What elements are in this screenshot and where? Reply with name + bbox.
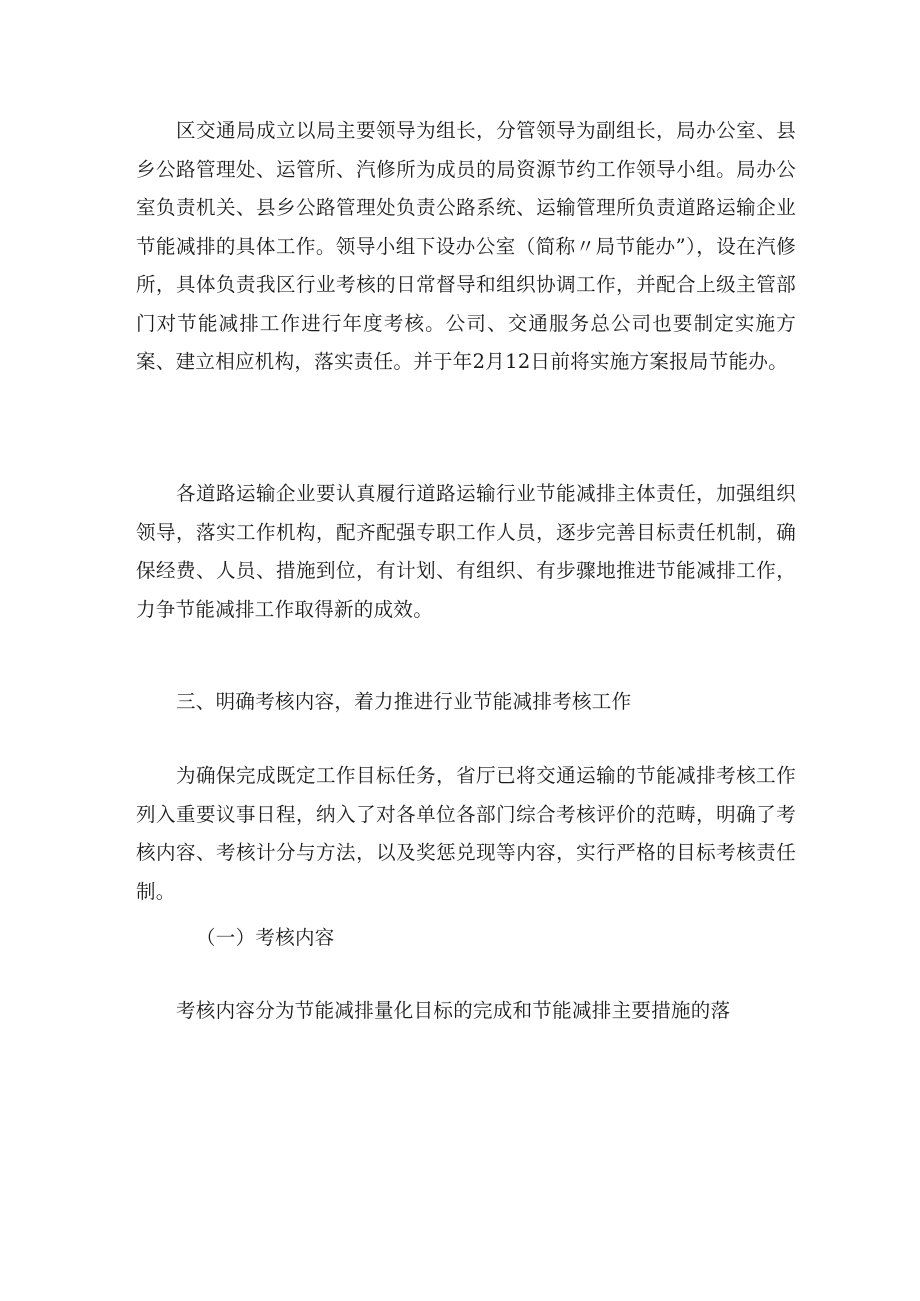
paragraph-assessment-goals: 为确保完成既定工作目标任务，省厅已将交通运输的节能减排考核工作列入重要议事日程，纳入了对各单位各部门综合考核评价的范畴，明确了考核内容、考核计分与方法，以及奖惩兑现等内容，实行严格的目标考核责任制。 <box>136 764 796 903</box>
paragraph-assessment-content: 考核内容分为节能减排量化目标的完成和节能减排主要措施的落 <box>176 999 731 1022</box>
paragraph-leadership-group: 区交通局成立以局主要领导为组长，分管领导为副组长，局办公室、县乡公路管理处、运管所、汽修所为成员的局资源节约工作领导小组。局办公室负责机关、县乡公路管理处负责公路系统、运输管理所负责道路运输企业节能减排的具体工作。领导小组下设办公室（简称〃局节能办”），设在汽修所，具体负责我区行业考核的日常督导和组织协调工作，并配合上级主管部门对节能减排工作进行年度考核。公司、交通服务总公司也要制定实施方案、建立相应机构，落实责任。并于年2月12日前将实施方案报局节能办。 <box>136 119 796 373</box>
section-heading-assessment: 三、明确考核内容，着力推进行业节能减排考核工作 <box>176 690 632 713</box>
paragraph-transport-enterprises: 各道路运输企业要认真履行道路运输行业节能减排主体责任，加强组织领导，落实工作机构，配齐配强专职工作人员，逐步完善目标责任机制，确保经费、人员、措施到位，有计划、有组织、有步骤地推进节能减排工作，力争节能减排工作取得新的成效。 <box>136 482 796 621</box>
subsection-heading-content: （一）考核内容 <box>196 926 335 949</box>
